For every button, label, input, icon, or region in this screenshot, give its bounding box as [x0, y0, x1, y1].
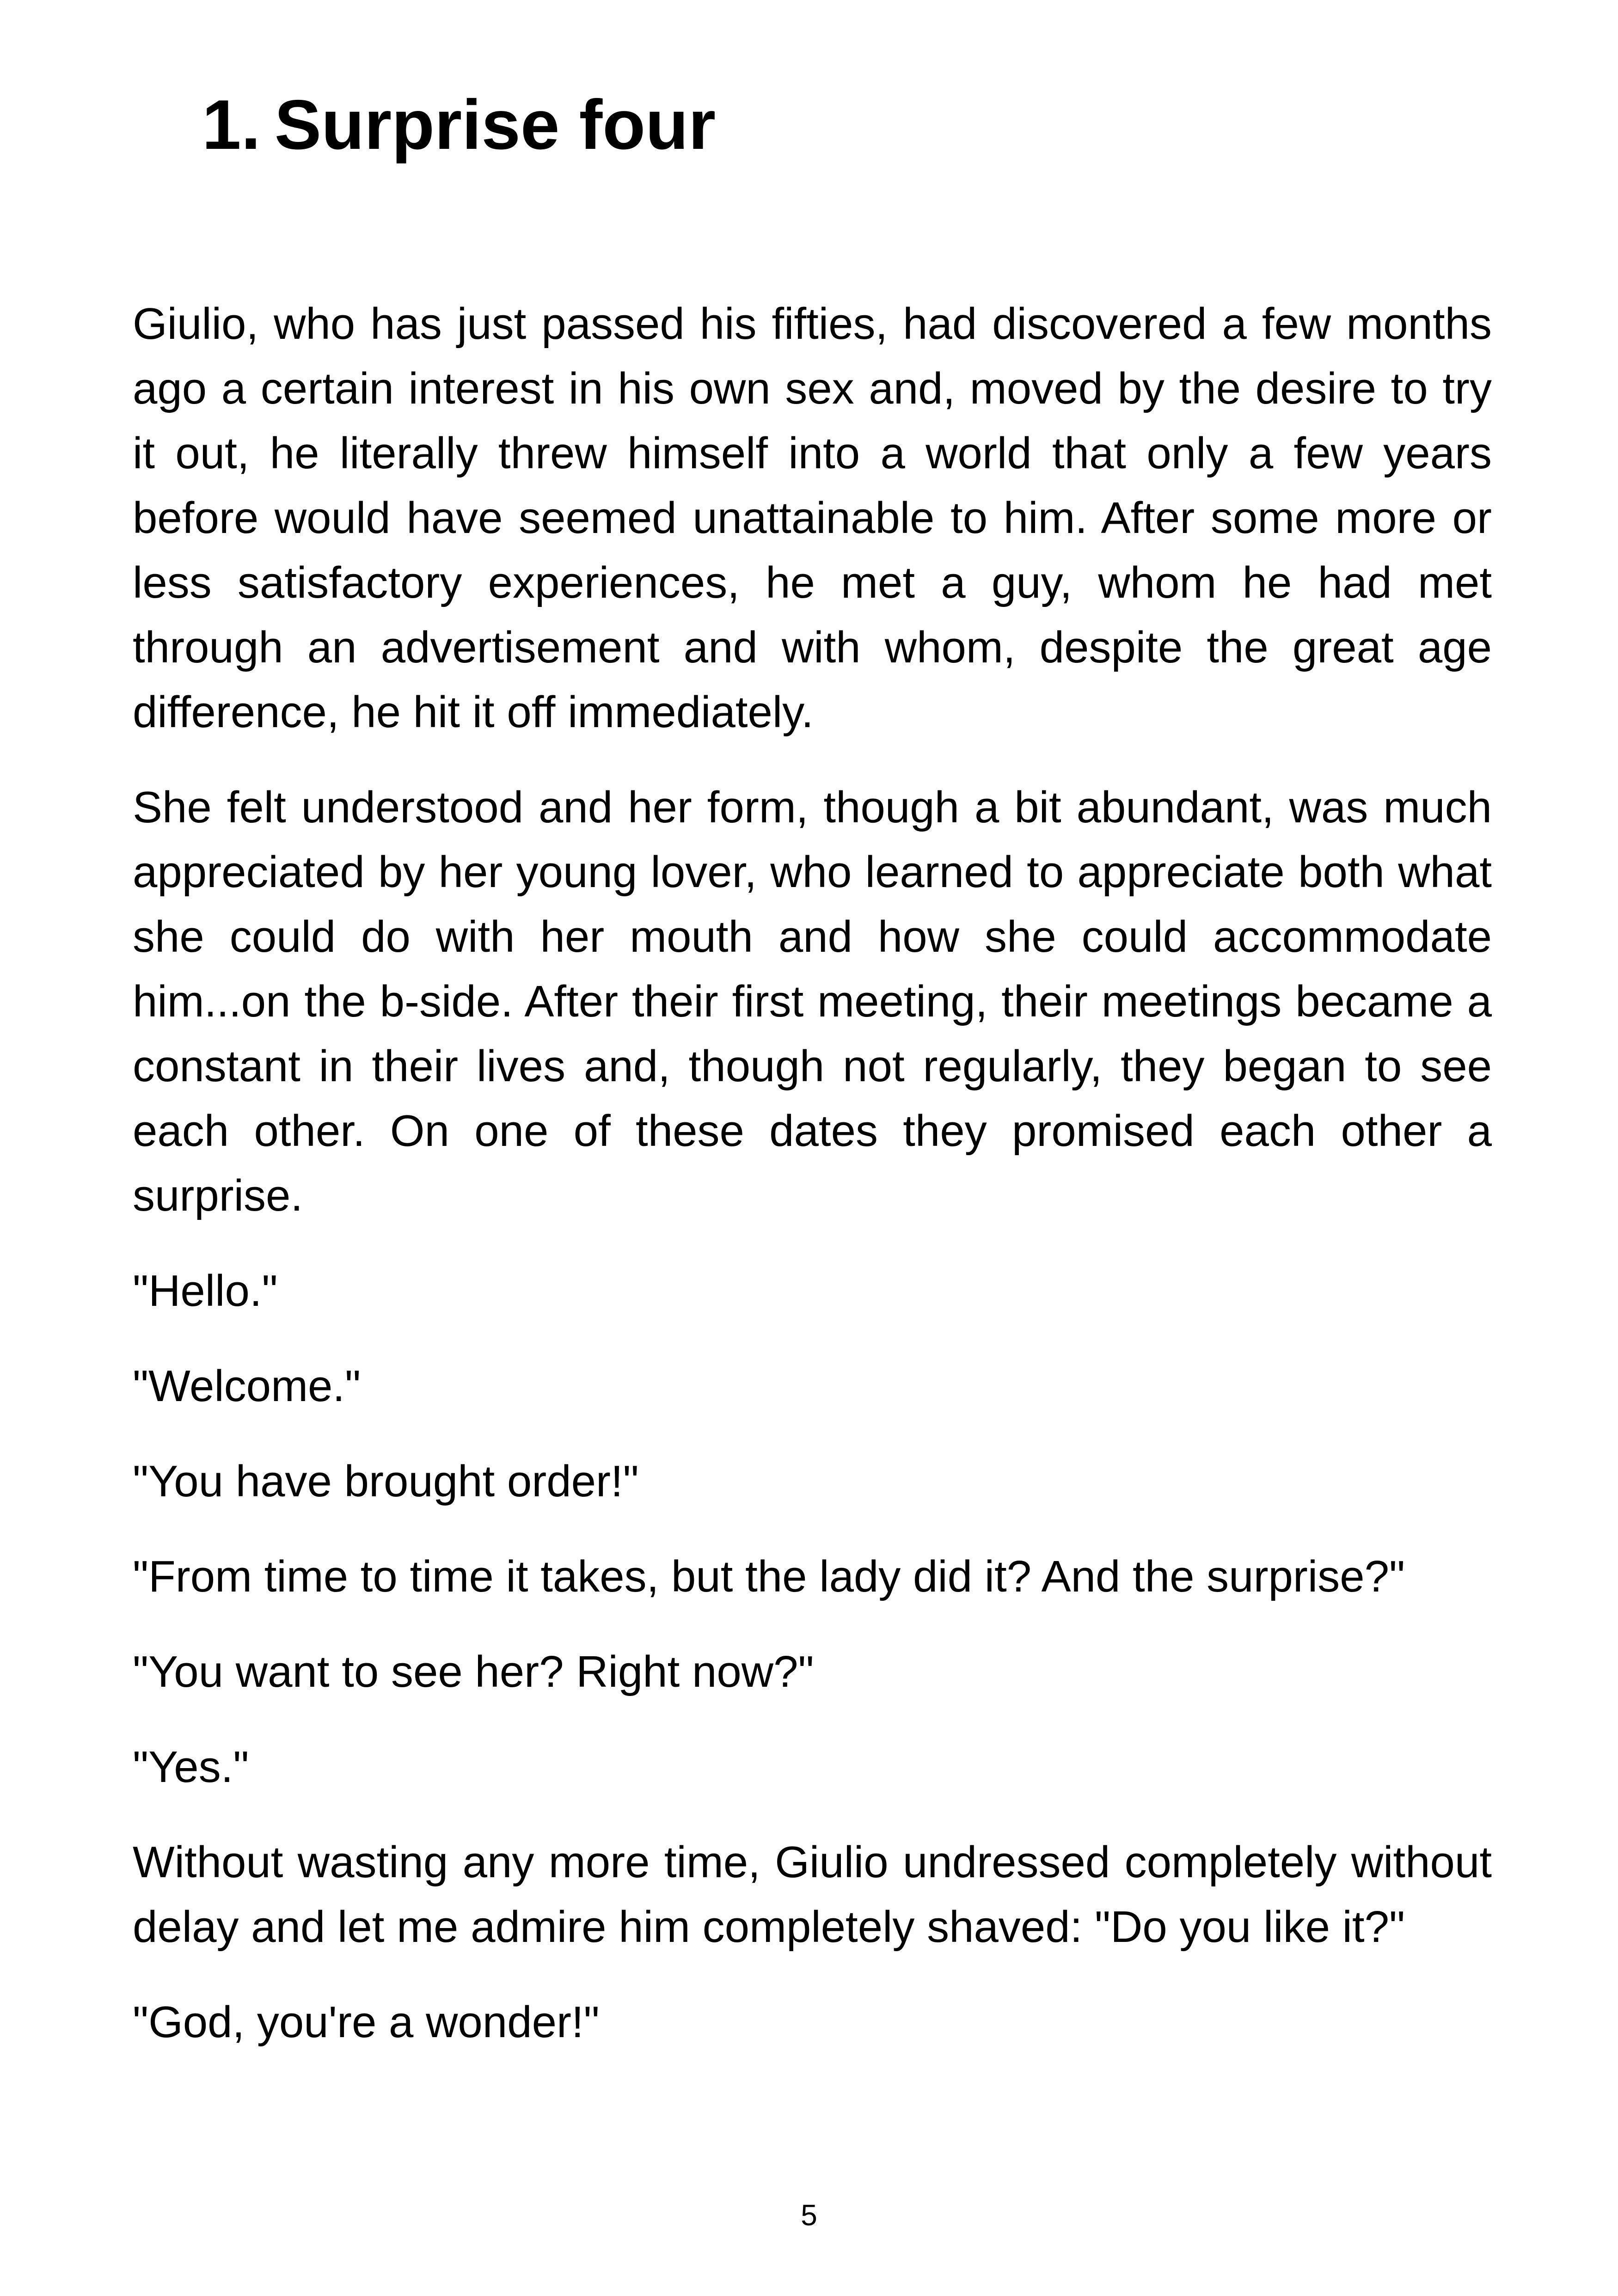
chapter-heading: [202, 83, 716, 166]
dialogue-line: "God, you're a wonder!": [133, 1997, 600, 2047]
paragraph-intro: Giulio, who has just passed his fifties, had discovered a few months ago a certain interest in his own sex and, moved by the desire to try it out, he literally threw himself into a world that only a few years before would have seemed unattainable to him. After some more or less satisfactory experiences, he met a guy, whom he had met through an advertisement and with whom, despite the great age difference, he hit it off immediately.: [133, 299, 1492, 737]
dialogue-line: "From time to time it takes, but the lady did it? And the surprise?": [133, 1552, 1405, 1601]
chapter-title: Surprise four: [274, 86, 716, 164]
paragraph-undress: Without wasting any more time, Giulio undressed completely without delay and let me admire him completely shaved: "Do you like it?": [133, 1837, 1492, 1952]
page-number: 5: [801, 2198, 817, 2232]
paragraph-meetings: She felt understood and her form, though a bit abundant, was much appreciated by her young lover, who learned to appreciate both what she could do with her mouth and how she could accommodate him...on the b-side. After their first meeting, their meetings became a constant in their lives and, though not regularly, they began to see each other. On one of these dates they promised each other a surprise.: [133, 783, 1492, 1220]
dialogue-line: "Welcome.": [133, 1361, 361, 1411]
dialogue-line: "You have brought order!": [133, 1457, 639, 1506]
dialogue-line: "Yes.": [133, 1742, 249, 1792]
chapter-number: 1.: [202, 86, 261, 164]
dialogue-line: "Hello.": [133, 1266, 278, 1316]
dialogue-line: "You want to see her? Right now?": [133, 1647, 814, 1696]
chapter-body: [133, 292, 1492, 2085]
